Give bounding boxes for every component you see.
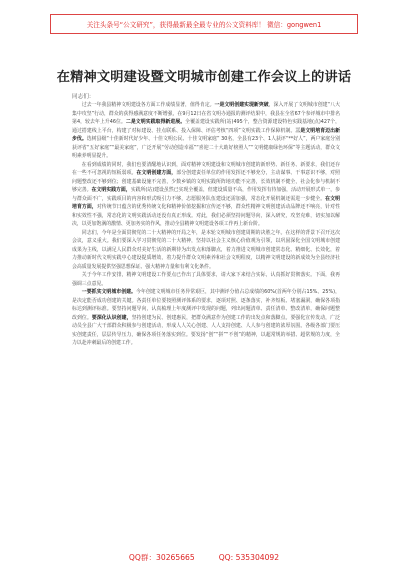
text-run: 全覆盖建设实践所(站)495个，整合资源建设特色实践基地(点)427个，通过搭建线上平台，构建了对标建设、挂点联系、投入保障、评估考核“四项”文明实践工作保障机制。: [72, 119, 340, 134]
text-run: 同志们，今年是全面贯彻党的二十大精神的开局之年，是本轮文明城市创建周期的决胜之年。在这样的背景下召开这次会议，意义重大。我们要深入学习贯彻党的二十大精神，坚持以社会主义核心价值观为引领，以巩固深化全国文明城市创建成果为主线，以满足人民群众对美好生活的新期待为出发点和落脚点，着力推进文明城市创建常态化、精细化、长效化，着力推动新时代文明实践中心建设提质增效，着力提升群众文明素养和社会文明程度，以精神文明建设的新成效为全县经济社会高质量发展提供坚强思想保证、强大精神力量和有利文化条件。: [72, 229, 340, 270]
paragraph-4: [72, 271, 340, 288]
text-run: 今年创建文明城市任务异常艰巨，其中测评分值占总成绩的60%(首两年分别占15%、25%)，是决定能否成功创建的关键。各责任单位要按照测评体系的要求，逐项对照、逐条落实，补齐短板、堵塞漏洞，确保各项指标达到测评标准。要坚持问题导向，认真梳理上年度测评中发现的问题，列出问题清单、责任清单、整改清单，确保问题整改到位。: [72, 289, 340, 321]
paragraph-1: [72, 101, 340, 161]
text-run: 部分创建责任单位的作用发挥还不够充分，主动谋事、干事意识不够，对照问题整改还不够到位；创建基础设施不完善，少数乡镇的文明实践所阵地功能不完善，长效机制不健全，社会化参与机制不够完善。: [72, 170, 340, 193]
paragraph-2: [72, 161, 340, 229]
paragraph-5: [72, 288, 340, 348]
emphasis-run: 三是文明培育迈出新步伐。: [72, 127, 340, 142]
emphasis-run: 一是文明创建实现新突破: [214, 102, 269, 108]
qq-number: QQ: 535304092: [218, 553, 280, 562]
page-title: 在精神文明建设暨文明城市创建工作会议上的讲话: [56, 70, 352, 85]
emphasis-run: 一要抓实文明城市创建。: [81, 289, 136, 295]
qq-group-number: QQ群：30265665: [128, 553, 195, 562]
emphasis-run: 二是文明实践取得新进展。: [125, 119, 186, 125]
text-run: 坚持创建为民、创建惠民，把群众满意作为创建工作的出发点和落脚点。要强化宣传发动，广泛动员全县广大干部群众积极参与创建活动，形成人人关心创建、人人支持创建、人人参与创建的浓厚氛围。各级各部门要压实创建责任，层层传导压力，确保各项任务落实到位。要发扬“创”“拼”“不创”的精神，以超常规的举措、超常规的力度，全力以赴冲刺最后的创建工作。: [72, 314, 340, 346]
promo-banner: 关注头条号“公文研究”，获得最新最全最专业的公文资料库！ 微信：gongwen1: [50, 14, 358, 34]
emphasis-run: 在文明创建方面，: [136, 170, 177, 176]
document-body: [72, 101, 340, 539]
emphasis-run: 在文明培育方面，: [72, 195, 340, 210]
emphasis-run: 要深化认识创建，: [91, 314, 132, 321]
paragraph-3: [72, 229, 340, 272]
text-run: ，深入开展了文明城市创建“八大集中攻坚”行动，群众的获得感满意度不断增强，在9月12日在省文明办通报的测评结果中，我县在全省67个参评城市中排名第4，较去年上升46位。: [72, 102, 340, 125]
text-run: 过去一年我县精神文明建设各方面工作成绩显著，值得肯定。: [81, 102, 215, 108]
text-run: 对传统节日蕴含的优秀传统文化和精神价值挖掘和宣传还不够，群众性精神文明创建活动品牌还不响亮，针对性和实效性不强，常态化的文明实践活动还没有真正形成。对此，我们必须坚持问题导向，深入研究，攻坚克难，切实加以解决，以更加饱满的激情、更加务实的作风，推动全县精神文明建设各项工作再上新台阶。: [72, 204, 340, 227]
text-run: 实践所(站)建设虽然已实现全覆盖，但建设质量不高，作用发挥有待加强，活动开展形式单一，参与群众面不广，实践项目的内容和形式吸引力不够，志愿服务队伍建设还需加强，常态化开展机制还需进一步健全。: [72, 187, 340, 202]
emphasis-run: 在文明实践方面，: [91, 187, 131, 193]
text-run: 在看到成绩的同时，我们也要清醒地认识到，面对精神文明建设和文明城市创建的新形势、新任务、新要求，我们还存在一些不可忽视的短板弱项。: [72, 161, 340, 176]
text-run: 关于今年工作安排，精神文明建设工作要点已作出了具体要求，请大家下来结合实际，认真抓好贯彻落实。下面，我再强调三点意见。: [72, 272, 340, 287]
text-run: 选树县级“十佳新时代好少年、十佳文明公民、十佳文明家庭” 30名，全县有23个、1人获评“**好人”，两户家庭分别获评省“五好家庭”“最美家庭”，广泛开展“劳动创造幸福”“喜迎二十大助好榜照人”“文明健康绿色环保”等主题活动，群众文明素养明显提升。: [72, 136, 340, 159]
contact-footer: [0, 552, 408, 563]
salutation: 同志们：: [72, 94, 95, 100]
